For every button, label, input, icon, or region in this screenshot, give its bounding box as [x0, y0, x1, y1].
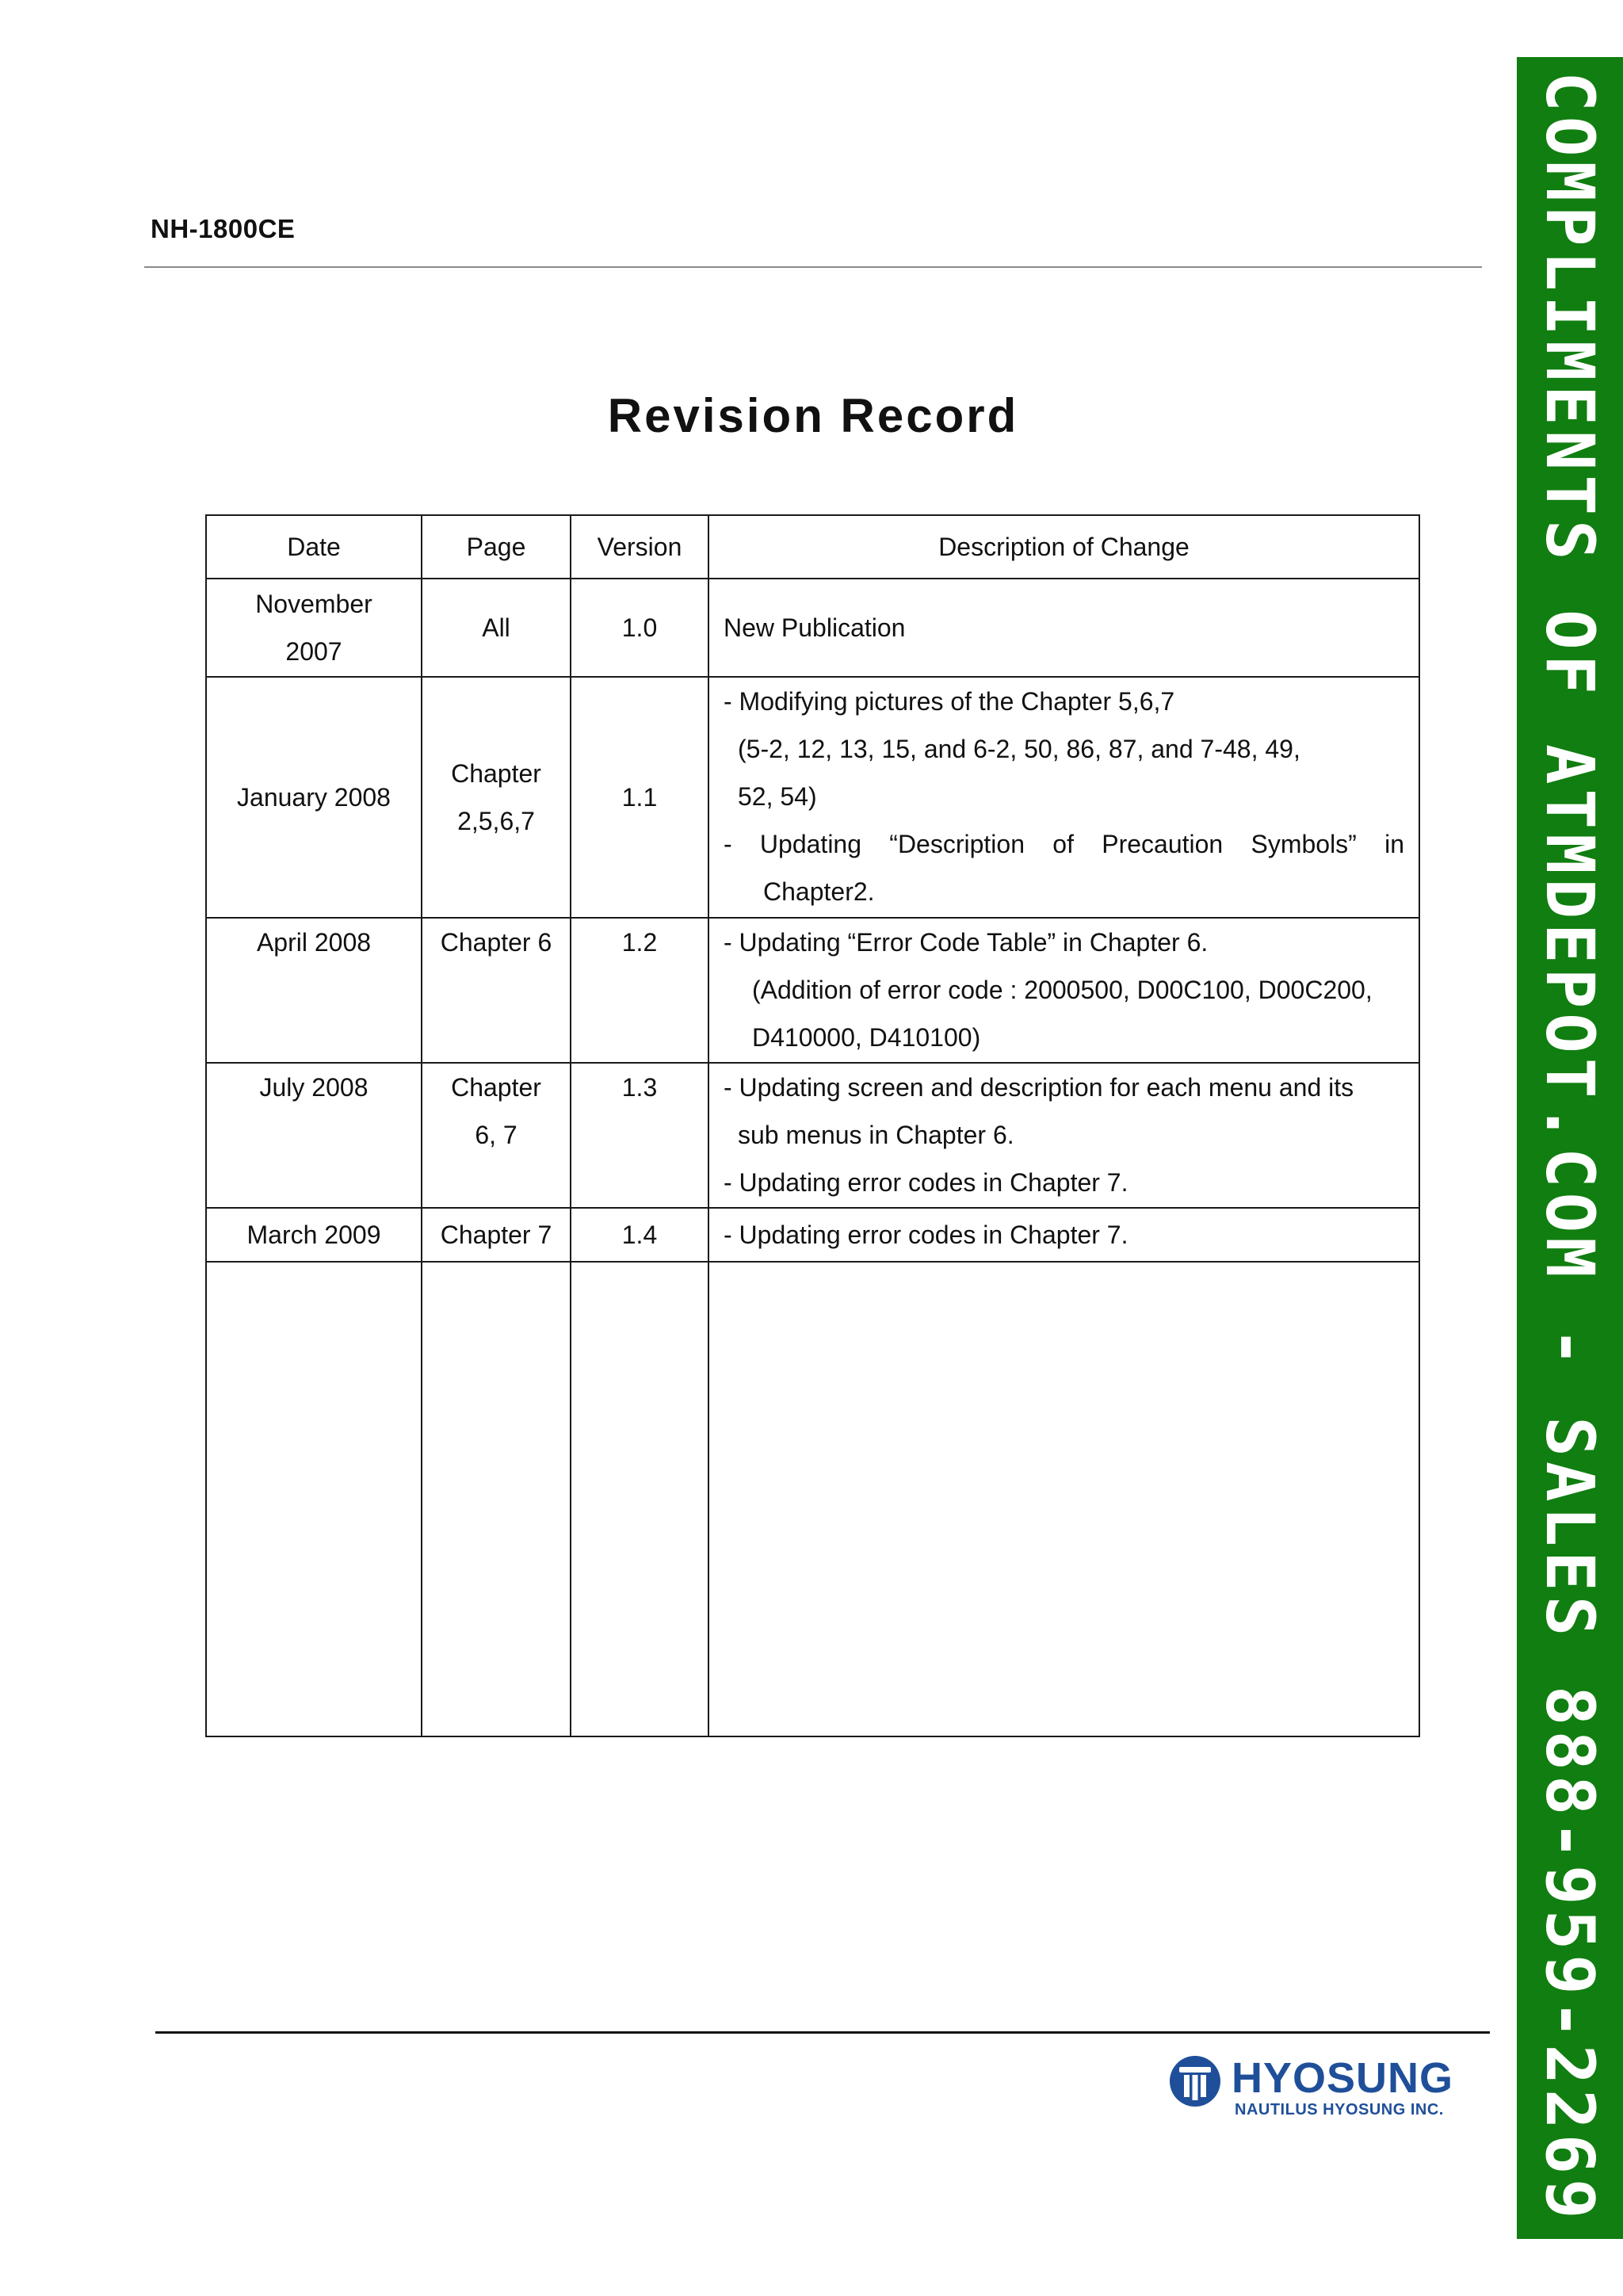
page-cell — [422, 918, 571, 1063]
description-cell — [708, 1063, 1419, 1208]
date-cell — [206, 1208, 422, 1262]
hyosung-emblem-icon — [1168, 2054, 1222, 2108]
date-text: April 2008 — [256, 928, 372, 957]
description-word: Updating — [759, 830, 862, 858]
description-line: sub menus in Chapter 6. — [738, 1121, 1014, 1149]
table-row — [206, 677, 1419, 918]
description-line: (5-2, 12, 13, 15, and 6-2, 50, 86, 87, and 7-48, 49, — [738, 735, 1300, 763]
description-word: Symbols” — [1251, 830, 1357, 858]
table-row — [206, 918, 1419, 1063]
table-header-row — [206, 515, 1419, 579]
description-word: - — [724, 830, 732, 858]
date-text: 2007 — [285, 637, 342, 666]
description-line: - Updating screen and description for each menu and its — [724, 1073, 1354, 1102]
page-text: Chapter 7 — [440, 1221, 552, 1249]
table-row — [206, 1208, 1419, 1262]
description-word: of — [1052, 830, 1074, 858]
description-line: - Updating “Error Code Table” in Chapter 6. — [724, 928, 1209, 957]
page-text: Chapter — [451, 759, 541, 788]
version-cell: 1.1 — [571, 677, 708, 918]
empty-cell — [571, 1262, 708, 1736]
description-cell — [708, 1208, 1419, 1262]
column-header-date: Date — [206, 515, 422, 579]
page-text: 6, 7 — [475, 1121, 517, 1149]
brand-name: HYOSUNG — [1232, 2054, 1454, 2102]
version-cell: 1.4 — [571, 1208, 708, 1262]
date-text: July 2008 — [259, 1073, 369, 1102]
description-word: Precaution — [1102, 830, 1224, 858]
description-line: (Addition of error code : 2000500, D00C100, D00C200, — [752, 976, 1373, 1004]
footer-divider — [155, 2031, 1490, 2034]
date-cell — [206, 918, 422, 1063]
empty-cell — [422, 1262, 571, 1736]
description-word: in — [1384, 830, 1404, 858]
document-model-id: NH-1800CE — [151, 214, 296, 243]
hyosung-logo — [1168, 2054, 1453, 2118]
date-cell — [206, 1063, 422, 1208]
description-line: - Modifying pictures of the Chapter 5,6,7 — [724, 687, 1175, 716]
page-cell — [422, 1208, 571, 1262]
date-cell — [206, 677, 422, 918]
description-word: “Description — [889, 830, 1025, 858]
column-header-description: Description of Change — [708, 515, 1419, 579]
header-divider — [144, 266, 1482, 268]
empty-cell — [708, 1262, 1419, 1736]
version-cell: 1.0 — [571, 579, 708, 677]
version-cell: 1.3 — [571, 1063, 708, 1208]
version-cell: 1.2 — [571, 918, 708, 1063]
description-line: Chapter2. — [763, 877, 875, 906]
page-text: All — [482, 613, 510, 642]
page-text: 2,5,6,7 — [457, 807, 535, 835]
page-title: Revision Record — [607, 389, 1019, 442]
description-line: 52, 54) — [738, 782, 817, 811]
description-cell — [708, 677, 1419, 918]
description-cell — [708, 918, 1419, 1063]
table-row-empty — [206, 1262, 1419, 1736]
description-line-justified — [724, 820, 1404, 868]
brand-subtitle: NAUTILUS HYOSUNG INC. — [1235, 2101, 1444, 2118]
table-row — [206, 579, 1419, 677]
date-text: November — [255, 590, 372, 618]
date-text: March 2009 — [246, 1221, 381, 1249]
promo-banner-text: COMPLIMENTS OF ATMDEPOT.COM - SALES 888-959-2269 — [1531, 71, 1609, 2224]
page-cell — [422, 1063, 571, 1208]
page-cell — [422, 677, 571, 918]
empty-cell — [206, 1262, 422, 1736]
description-cell — [708, 579, 1419, 677]
table-row — [206, 1063, 1419, 1208]
date-text: January 2008 — [237, 783, 391, 812]
page-cell — [422, 579, 571, 677]
description-line: D410000, D410100) — [752, 1023, 981, 1052]
revision-table — [205, 514, 1420, 1737]
page-text: Chapter 6 — [440, 928, 552, 957]
description-line: - Updating error codes in Chapter 7. — [724, 1168, 1128, 1197]
description-line: New Publication — [724, 613, 906, 642]
date-cell — [206, 579, 422, 677]
column-header-version: Version — [571, 515, 708, 579]
column-header-page: Page — [422, 515, 571, 579]
page-text: Chapter — [451, 1073, 541, 1102]
description-line: - Updating error codes in Chapter 7. — [724, 1221, 1128, 1249]
